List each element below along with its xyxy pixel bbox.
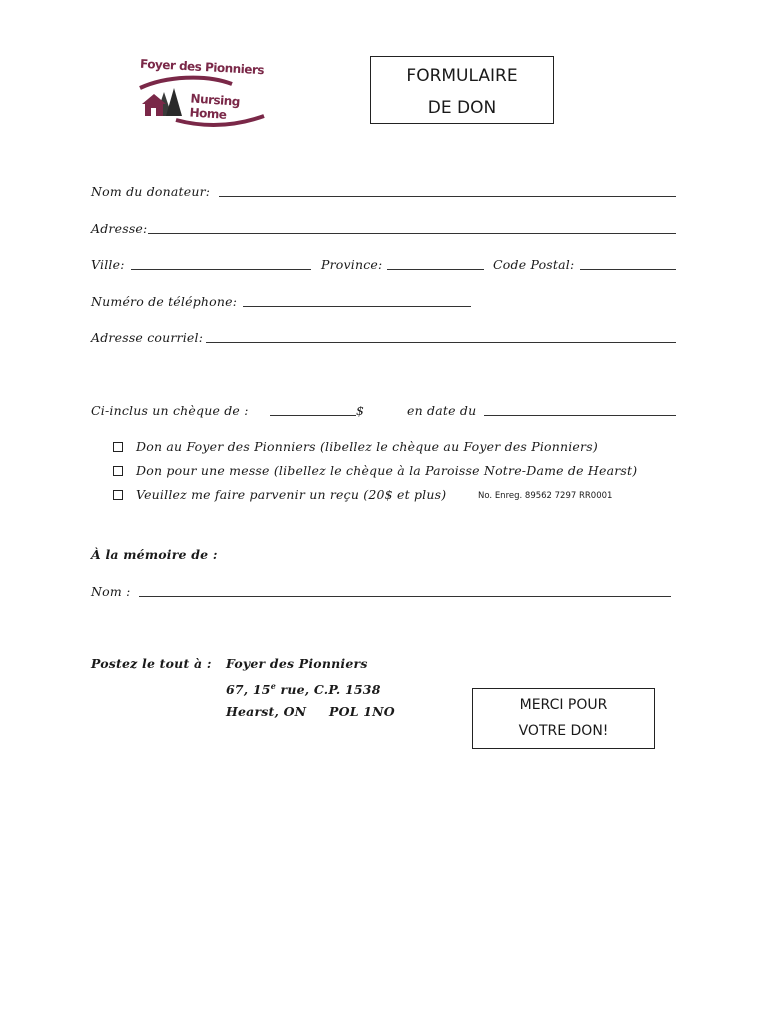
option-label-1: Don au Foyer des Pionniers (libellez le chèque au Foyer des Pionniers) — [136, 439, 598, 454]
cheque-label: Ci-inclus un chèque de : — [91, 403, 249, 418]
city-label: Ville: — [91, 257, 125, 272]
memory-name-label: Nom : — [91, 584, 131, 599]
cheque-currency: $ — [356, 403, 365, 418]
cheque-amount-field[interactable] — [270, 415, 356, 416]
title-line1: FORMULAIRE — [406, 66, 518, 86]
registration-number: No. Enreg. 89562 7297 RR0001 — [478, 491, 613, 501]
logo-line1: Foyer des Pionniers — [139, 56, 265, 78]
province-label: Province: — [321, 257, 383, 272]
mail-street-suffix: e — [270, 681, 276, 691]
mail-postal: POL 1NO — [329, 704, 395, 719]
memory-heading: À la mémoire de : — [91, 547, 218, 562]
option-checkbox-1[interactable] — [113, 442, 123, 452]
form-title — [370, 56, 554, 124]
cheque-date-label: en date du — [407, 403, 477, 418]
thanks-line2: VOTRE DON! — [518, 723, 609, 739]
logo — [136, 58, 266, 130]
address-field[interactable] — [148, 233, 676, 234]
donor-name-label: Nom du donateur: — [91, 184, 211, 199]
cheque-date-field[interactable] — [484, 415, 676, 416]
postal-code-field[interactable] — [580, 269, 676, 270]
donor-name-field[interactable] — [219, 196, 676, 197]
phone-label: Numéro de téléphone: — [91, 294, 238, 309]
thanks-box — [472, 688, 655, 749]
mail-city: Hearst, ON — [226, 704, 307, 719]
mail-org: Foyer des Pionniers — [226, 656, 368, 671]
option-checkbox-3[interactable] — [113, 490, 123, 500]
province-field[interactable] — [387, 269, 484, 270]
email-field[interactable] — [206, 342, 676, 343]
mail-street-rest: rue, C.P. 1538 — [276, 682, 381, 698]
mail-label: Postez le tout à : — [91, 656, 212, 671]
option-checkbox-2[interactable] — [113, 466, 123, 476]
title-line2: DE DON — [427, 98, 497, 118]
mail-street-number: 67, 15 — [226, 682, 271, 698]
option-label-2: Don pour une messe (libellez le chèque à la Paroisse Notre-Dame de Hearst) — [136, 463, 638, 478]
mail-street — [226, 681, 381, 697]
logo-line2: Nursing Home — [189, 91, 241, 122]
option-label-3: Veuillez me faire parvenir un reçu (20$ et plus) — [136, 487, 447, 502]
email-label: Adresse courriel: — [91, 330, 204, 345]
postal-code-label: Code Postal: — [493, 257, 575, 272]
city-field[interactable] — [131, 269, 311, 270]
thanks-line1: MERCI POUR — [519, 697, 608, 713]
phone-field[interactable] — [243, 306, 471, 307]
memory-name-field[interactable] — [139, 596, 671, 597]
address-label: Adresse: — [91, 221, 148, 236]
